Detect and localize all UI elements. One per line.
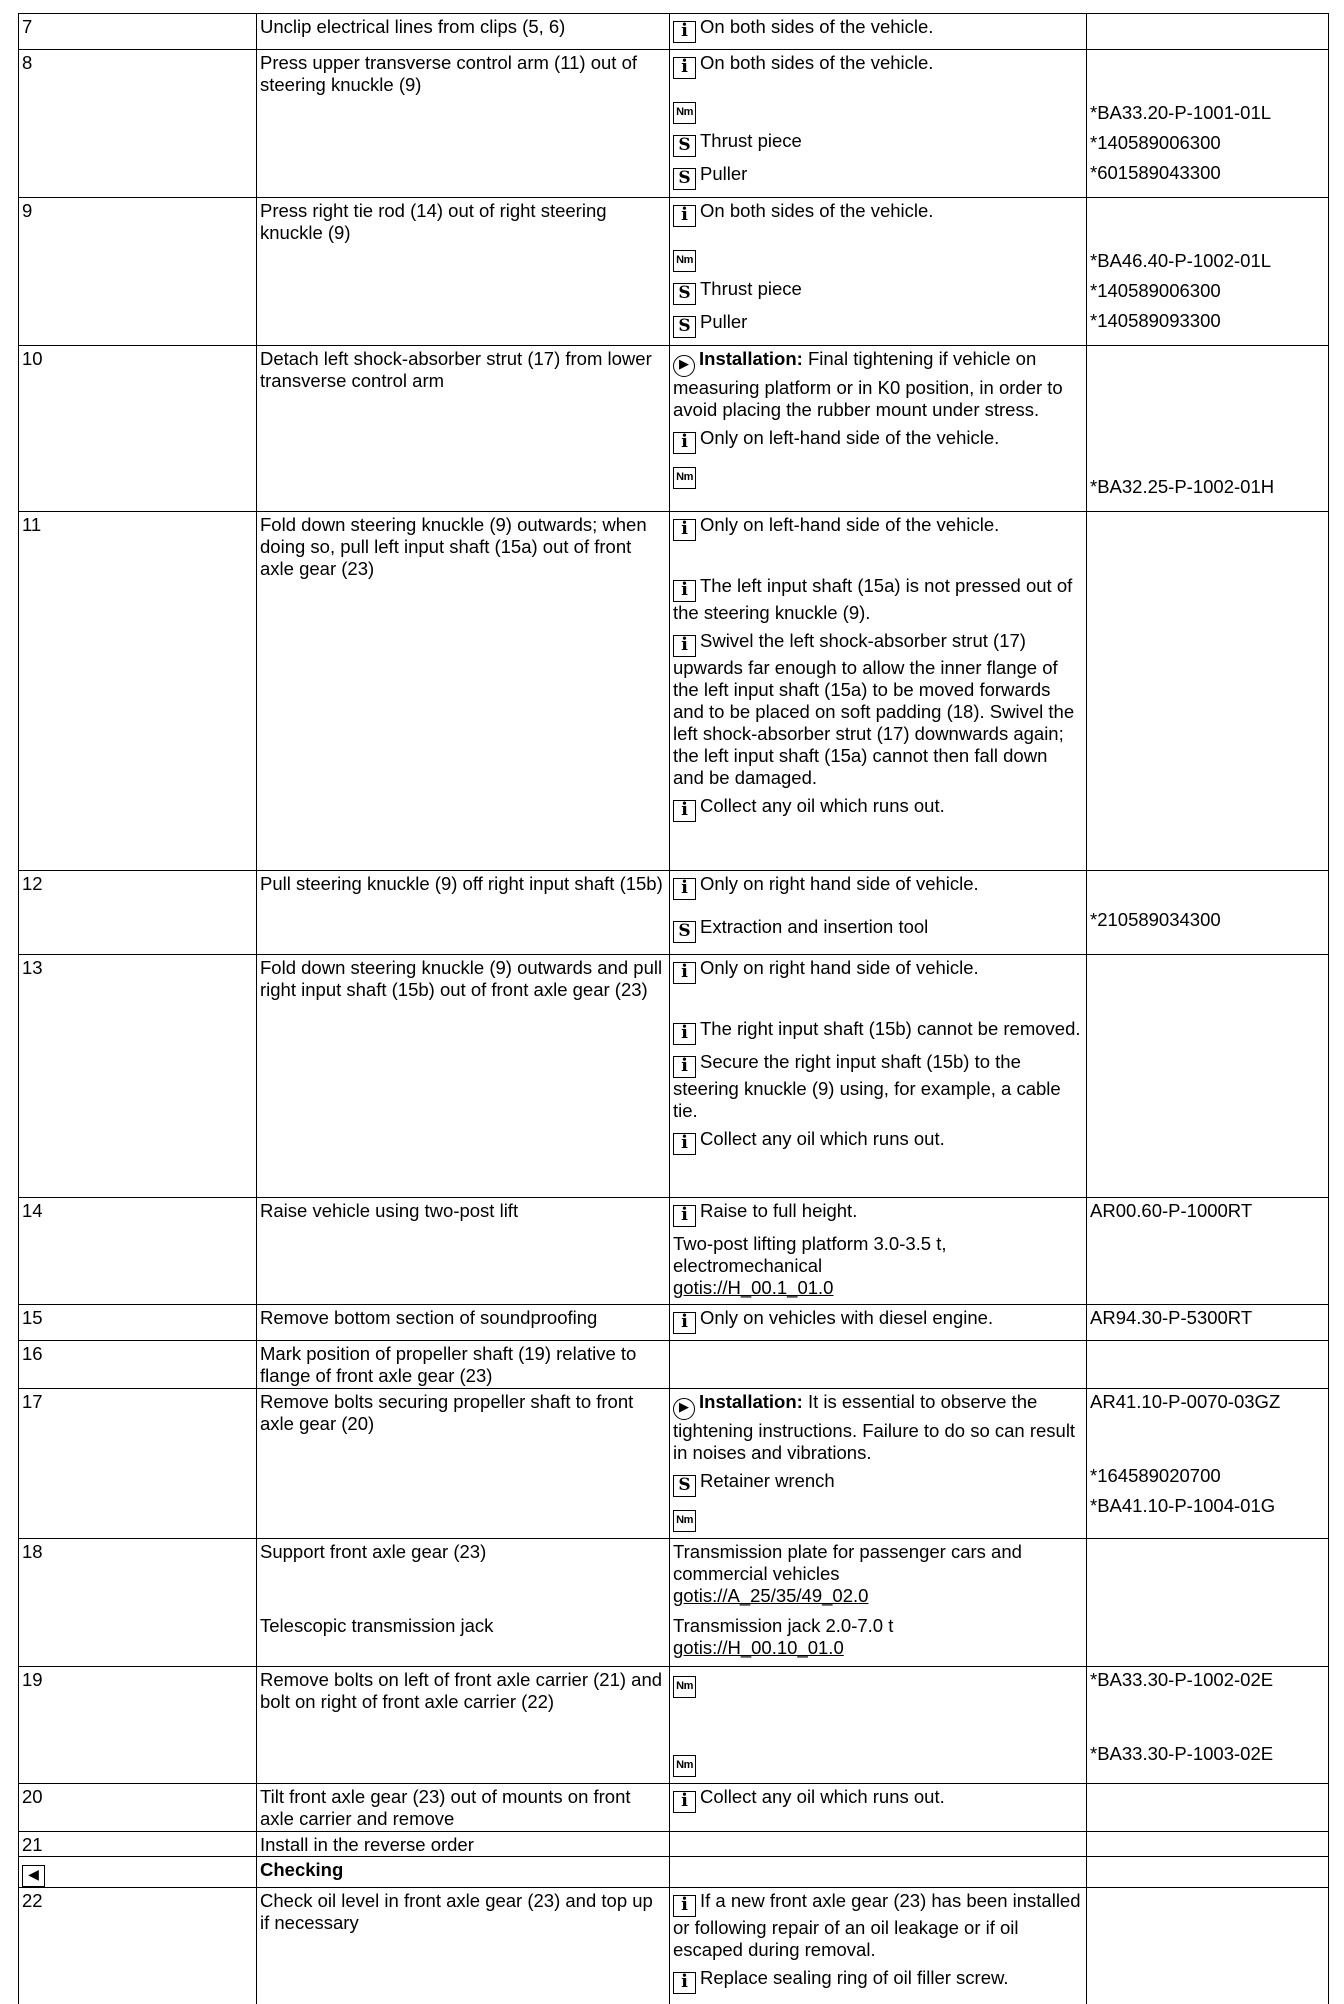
info-note: i Swivel the left shock-absorber strut (17) upwards far enough to allow the inner flange of the left input shaft (15a) to be moved forwards and to be placed on soft padding (18). Swivel the left shock-absorber strut (17) downwards again; the left input shaft (15a) cannot then fall down and be damaged. (673, 630, 1075, 788)
torque-note (673, 1503, 1083, 1532)
section-row (19, 1857, 1329, 1888)
step-number: 15 (19, 1305, 257, 1341)
step-action: Remove bolts securing propeller shaft to front axle gear (20) (257, 1389, 670, 1539)
info-note: i Only on right hand side of vehicle. (673, 873, 1083, 900)
info-note: i On both sides of the vehicle. (673, 200, 1083, 227)
step-action: Tilt front axle gear (23) out of mounts on front axle carrier and remove (257, 1784, 670, 1832)
step-references (1087, 1667, 1329, 1784)
step-references (1087, 50, 1329, 198)
step-notes (670, 1305, 1087, 1341)
step-number: 7 (19, 14, 257, 50)
step-notes (670, 1832, 1087, 1857)
information-icon: i (673, 1895, 696, 1917)
step-action: Press upper transverse control arm (11) out of steering knuckle (9) (257, 50, 670, 198)
table-row (19, 50, 1329, 198)
special-tool-icon: S (673, 316, 696, 338)
information-icon: i (673, 432, 696, 454)
equipment-link[interactable]: gotis://H_00.1_01.0 (673, 1277, 834, 1298)
step-notes (670, 50, 1087, 198)
step-references (1087, 1389, 1329, 1539)
information-icon: i (673, 1205, 696, 1227)
info-note: i On both sides of the vehicle. (673, 52, 1083, 79)
repair-reference[interactable]: AR41.10-P-0070-03GZ (1090, 1391, 1281, 1412)
equipment-link[interactable]: gotis://H_00.10_01.0 (673, 1637, 844, 1658)
step-notes (670, 346, 1087, 512)
table-row (19, 14, 1329, 50)
information-icon: i (673, 800, 696, 822)
step-action: Press right tie rod (14) out of right steering knuckle (9) (257, 198, 670, 346)
tool-note: S Puller (673, 311, 1083, 338)
information-icon: i (673, 21, 696, 43)
table-row (19, 1784, 1329, 1832)
torque-reference[interactable]: *BA33.20-P-1001-01L (1090, 102, 1272, 123)
step-action: Mark position of propeller shaft (19) relative to flange of front axle gear (23) (257, 1341, 670, 1389)
step-notes (670, 198, 1087, 346)
table-row (19, 871, 1329, 955)
step-action (257, 1539, 670, 1667)
repair-reference[interactable]: AR00.60-P-1000RT (1090, 1200, 1253, 1221)
torque-nm-icon: Nm (673, 1755, 696, 1777)
step-number: 22 (19, 1888, 257, 2004)
tool-reference[interactable]: *140589093300 (1090, 310, 1221, 331)
step-references (1087, 1857, 1329, 1888)
table-row (19, 1305, 1329, 1341)
step-notes (670, 1667, 1087, 1784)
torque-reference[interactable]: *BA46.40-P-1002-01L (1090, 250, 1272, 271)
torque-nm-icon: Nm (673, 250, 696, 272)
step-references (1087, 1784, 1329, 1832)
tool-reference[interactable]: *601589043300 (1090, 162, 1221, 183)
torque-note (673, 1748, 1083, 1777)
info-note: i On both sides of the vehicle. (673, 16, 1083, 43)
info-note: i If a new front axle gear (23) has been installed or following repair of an oil leakage or if oil escaped during removal. (673, 1890, 1081, 1960)
info-note: i Replace sealing ring of oil filler screw. (673, 1967, 1083, 1994)
step-references (1087, 871, 1329, 955)
table-row (19, 346, 1329, 512)
step-number: 21 (19, 1832, 257, 1857)
step-references (1087, 198, 1329, 346)
step-action: Fold down steering knuckle (9) outwards and pull right input shaft (15b) out of front axle gear (23) (257, 955, 670, 1198)
torque-note (673, 243, 1083, 272)
tool-reference[interactable]: *210589034300 (1090, 909, 1221, 930)
step-number: 16 (19, 1341, 257, 1389)
section-title: Checking (257, 1857, 670, 1888)
table-row (19, 1198, 1329, 1305)
equipment-text: Transmission plate for passenger cars and commercial vehicles (673, 1541, 1022, 1584)
step-number: 10 (19, 346, 257, 512)
table-row (19, 1539, 1329, 1667)
information-icon: i (673, 57, 696, 79)
special-tool-icon: S (673, 135, 696, 157)
installation-icon: ▶ (673, 355, 695, 377)
tool-note: S Extraction and insertion tool (673, 916, 1083, 943)
action-text: Telescopic transmission jack (260, 1615, 494, 1636)
torque-reference[interactable]: *BA41.10-P-1004-01G (1090, 1495, 1276, 1516)
info-note: i Collect any oil which runs out. (673, 1128, 1083, 1155)
info-note: i Secure the right input shaft (15b) to the steering knuckle (9) using, for example, a cable tie. (673, 1051, 1061, 1121)
information-icon: i (673, 580, 696, 602)
step-notes (670, 1857, 1087, 1888)
info-note: i Only on vehicles with diesel engine. (673, 1307, 1083, 1334)
info-note: i Collect any oil which runs out. (673, 1786, 1083, 1813)
step-notes (670, 1888, 1087, 2004)
special-tool-icon: S (673, 921, 696, 943)
table-row (19, 1667, 1329, 1784)
tool-reference[interactable]: *140589006300 (1090, 280, 1221, 301)
step-references (1087, 1832, 1329, 1857)
information-icon: i (673, 1023, 696, 1045)
information-icon: i (673, 1312, 696, 1334)
torque-reference[interactable]: *BA33.30-P-1003-02E (1090, 1743, 1274, 1764)
step-references (1087, 14, 1329, 50)
tool-reference[interactable]: *140589006300 (1090, 132, 1221, 153)
tool-note: S Thrust piece (673, 130, 1083, 157)
torque-nm-icon: Nm (673, 1676, 696, 1698)
torque-note (673, 460, 1083, 489)
step-references (1087, 1888, 1329, 2004)
equipment-link[interactable]: gotis://A_25/35/49_02.0 (673, 1585, 869, 1606)
step-references (1087, 1305, 1329, 1341)
table-row (19, 1341, 1329, 1389)
equipment-text: Two-post lifting platform 3.0-3.5 t, electromechanical (673, 1233, 947, 1276)
step-action: Detach left shock-absorber strut (17) from lower transverse control arm (257, 346, 670, 512)
step-notes (670, 1539, 1087, 1667)
table-row (19, 1888, 1329, 2004)
step-references (1087, 955, 1329, 1198)
tool-note: S Puller (673, 163, 1083, 190)
information-icon: i (673, 878, 696, 900)
special-tool-icon: S (673, 283, 696, 305)
step-notes (670, 871, 1087, 955)
info-note: i Collect any oil which runs out. (673, 795, 1083, 822)
table-row (19, 512, 1329, 871)
step-notes (670, 14, 1087, 50)
torque-nm-icon: Nm (673, 102, 696, 124)
information-icon: i (673, 205, 696, 227)
step-number: 19 (19, 1667, 257, 1784)
step-notes (670, 955, 1087, 1198)
torque-note (673, 1669, 1083, 1698)
info-note: i Only on left-hand side of the vehicle. (673, 514, 1083, 541)
step-action: Remove bottom section of soundproofing (257, 1305, 670, 1341)
tool-reference[interactable]: *164589020700 (1090, 1465, 1221, 1486)
step-number: 17 (19, 1389, 257, 1539)
step-number: 20 (19, 1784, 257, 1832)
action-text: Support front axle gear (23) (260, 1541, 487, 1562)
torque-reference[interactable]: *BA33.30-P-1002-02E (1090, 1669, 1274, 1690)
information-icon: i (673, 519, 696, 541)
repair-procedure-document (18, 13, 1328, 1995)
information-icon: i (673, 1972, 696, 1994)
step-number: 14 (19, 1198, 257, 1305)
information-icon: i (673, 962, 696, 984)
torque-note (673, 95, 1083, 124)
step-number: 9 (19, 198, 257, 346)
step-number: 8 (19, 50, 257, 198)
step-references (1087, 1539, 1329, 1667)
step-references (1087, 1341, 1329, 1389)
step-notes (670, 512, 1087, 871)
table-row (19, 198, 1329, 346)
step-action: Unclip electrical lines from clips (5, 6) (257, 14, 670, 50)
info-note: i Only on right hand side of vehicle. (673, 957, 1083, 984)
step-action: Pull steering knuckle (9) off right input shaft (15b) (257, 871, 670, 955)
table-row (19, 1389, 1329, 1539)
step-number: 11 (19, 512, 257, 871)
info-note: i Only on left-hand side of the vehicle. (673, 427, 1083, 454)
step-number: 18 (19, 1539, 257, 1667)
info-note: i The left input shaft (15a) is not pressed out of the steering knuckle (9). (673, 575, 1073, 623)
information-icon: i (673, 1791, 696, 1813)
step-action: Remove bolts on left of front axle carrier (21) and bolt on right of front axle carrier (22) (257, 1667, 670, 1784)
torque-nm-icon: Nm (673, 467, 696, 489)
step-notes (670, 1389, 1087, 1539)
information-icon: i (673, 1133, 696, 1155)
tool-note: S Retainer wrench (673, 1470, 1083, 1497)
installation-note: ▶ Installation: It is essential to observe the tightening instructions. Failure to do so can result in noises and vibrations. (673, 1391, 1076, 1463)
step-notes (670, 1198, 1087, 1305)
info-note: i Raise to full height. (673, 1200, 1083, 1227)
torque-reference[interactable]: *BA32.25-P-1002-01H (1090, 476, 1275, 497)
information-icon: i (673, 635, 696, 657)
step-action: Check oil level in front axle gear (23) and top up if necessary (257, 1888, 670, 2004)
step-action: Fold down steering knuckle (9) outwards; when doing so, pull left input shaft (15a) out of front axle gear (23) (257, 512, 670, 871)
step-references (1087, 512, 1329, 871)
repair-reference[interactable]: AR94.30-P-5300RT (1090, 1307, 1253, 1328)
step-references (1087, 1198, 1329, 1305)
step-notes (670, 1341, 1087, 1389)
step-action: Raise vehicle using two-post lift (257, 1198, 670, 1305)
special-tool-icon: S (673, 168, 696, 190)
info-note: i The right input shaft (15b) cannot be removed. (673, 1018, 1083, 1045)
step-action: Install in the reverse order (257, 1832, 670, 1857)
step-number: 12 (19, 871, 257, 955)
torque-nm-icon: Nm (673, 1510, 696, 1532)
table-row (19, 955, 1329, 1198)
section-icon-cell (19, 1857, 257, 1888)
procedure-table (18, 13, 1329, 2004)
step-notes (670, 1784, 1087, 1832)
back-arrow-icon[interactable]: ◀ (22, 1865, 45, 1887)
table-row (19, 1832, 1329, 1857)
installation-note: ▶ Installation: Final tightening if vehicle on measuring platform or in K0 position, in order to avoid placing the rubber mount under stress. (673, 348, 1063, 420)
information-icon: i (673, 1056, 696, 1078)
installation-icon: ▶ (673, 1398, 695, 1420)
step-references (1087, 346, 1329, 512)
step-number: 13 (19, 955, 257, 1198)
equipment-text: Transmission jack 2.0-7.0 t (673, 1615, 894, 1636)
special-tool-icon: S (673, 1475, 696, 1497)
tool-note: S Thrust piece (673, 278, 1083, 305)
